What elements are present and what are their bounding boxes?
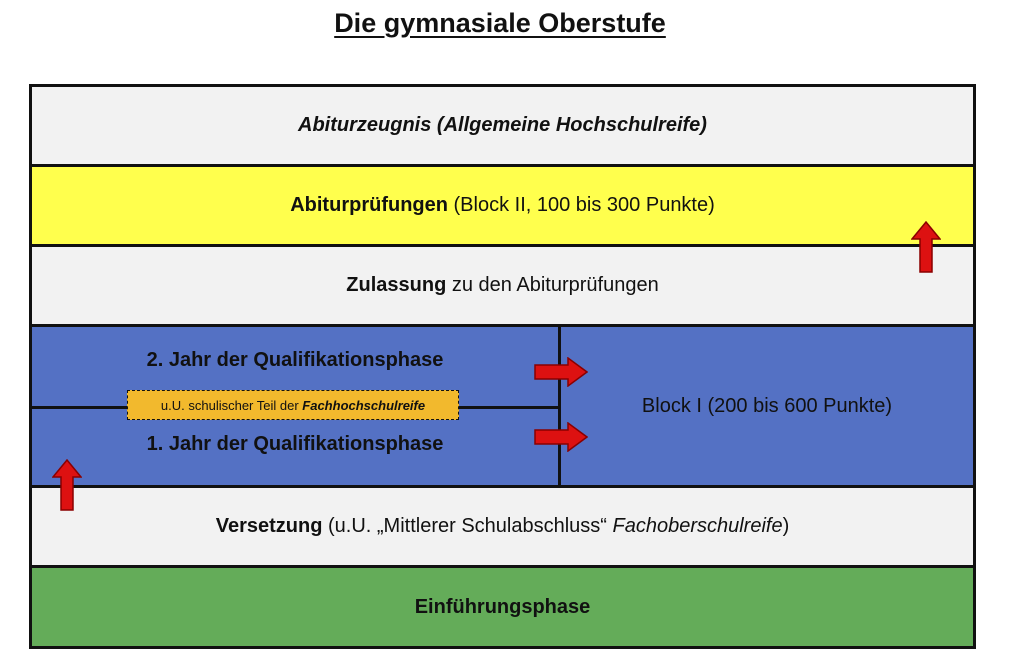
badge-emphasis: Fachhochschulreife (302, 397, 426, 413)
arrow-up-icon (52, 459, 82, 511)
oberstufe-diagram (29, 84, 976, 649)
versetzung-close: ) (782, 515, 790, 537)
versetzung-emphasis: Fachoberschulreife (612, 515, 783, 537)
einfuehrungsphase-label: Einführungsphase (414, 595, 591, 618)
page-title: Die gymnasiale Oberstufe (334, 8, 666, 38)
zulassung-detail: zu den Abiturprüfungen (446, 274, 659, 296)
band-zulassung (32, 247, 973, 327)
badge-prefix: u.U. schulischer Teil der (160, 397, 303, 413)
versetzung-term: Versetzung (215, 515, 323, 537)
band-versetzung (32, 488, 973, 568)
abiturzeugnis-label: Abiturzeugnis (Allgemeine Hochschulreife) (298, 114, 707, 136)
qualifikation-year-1-label: 1. Jahr der Qualifikationsphase (146, 433, 444, 455)
arrow-right-icon (534, 422, 588, 452)
zulassung-label (346, 274, 658, 297)
abiturpruefungen-detail: (Block II, 100 bis 300 Punkte) (447, 194, 715, 216)
abiturpruefungen-label (290, 194, 715, 217)
arrow-right-icon (534, 357, 588, 387)
fachhochschulreife-badge (127, 390, 459, 420)
band-abiturpruefungen (32, 167, 973, 247)
block-1-label: Block I (200 bis 600 Punkte) (641, 394, 893, 417)
versetzung-label (216, 515, 790, 538)
band-einfuehrungsphase (32, 568, 973, 646)
band-qualifikationsphase (32, 327, 973, 488)
abiturpruefungen-term: Abiturprüfungen (290, 194, 448, 216)
zulassung-term: Zulassung (346, 274, 447, 296)
arrow-up-icon (911, 221, 941, 273)
versetzung-detail: (u.U. „Mittlerer Schulabschluss“ (322, 515, 613, 537)
qualifikation-year-2-label: 2. Jahr der Qualifikationsphase (146, 349, 444, 371)
band-abiturzeugnis (32, 87, 973, 167)
